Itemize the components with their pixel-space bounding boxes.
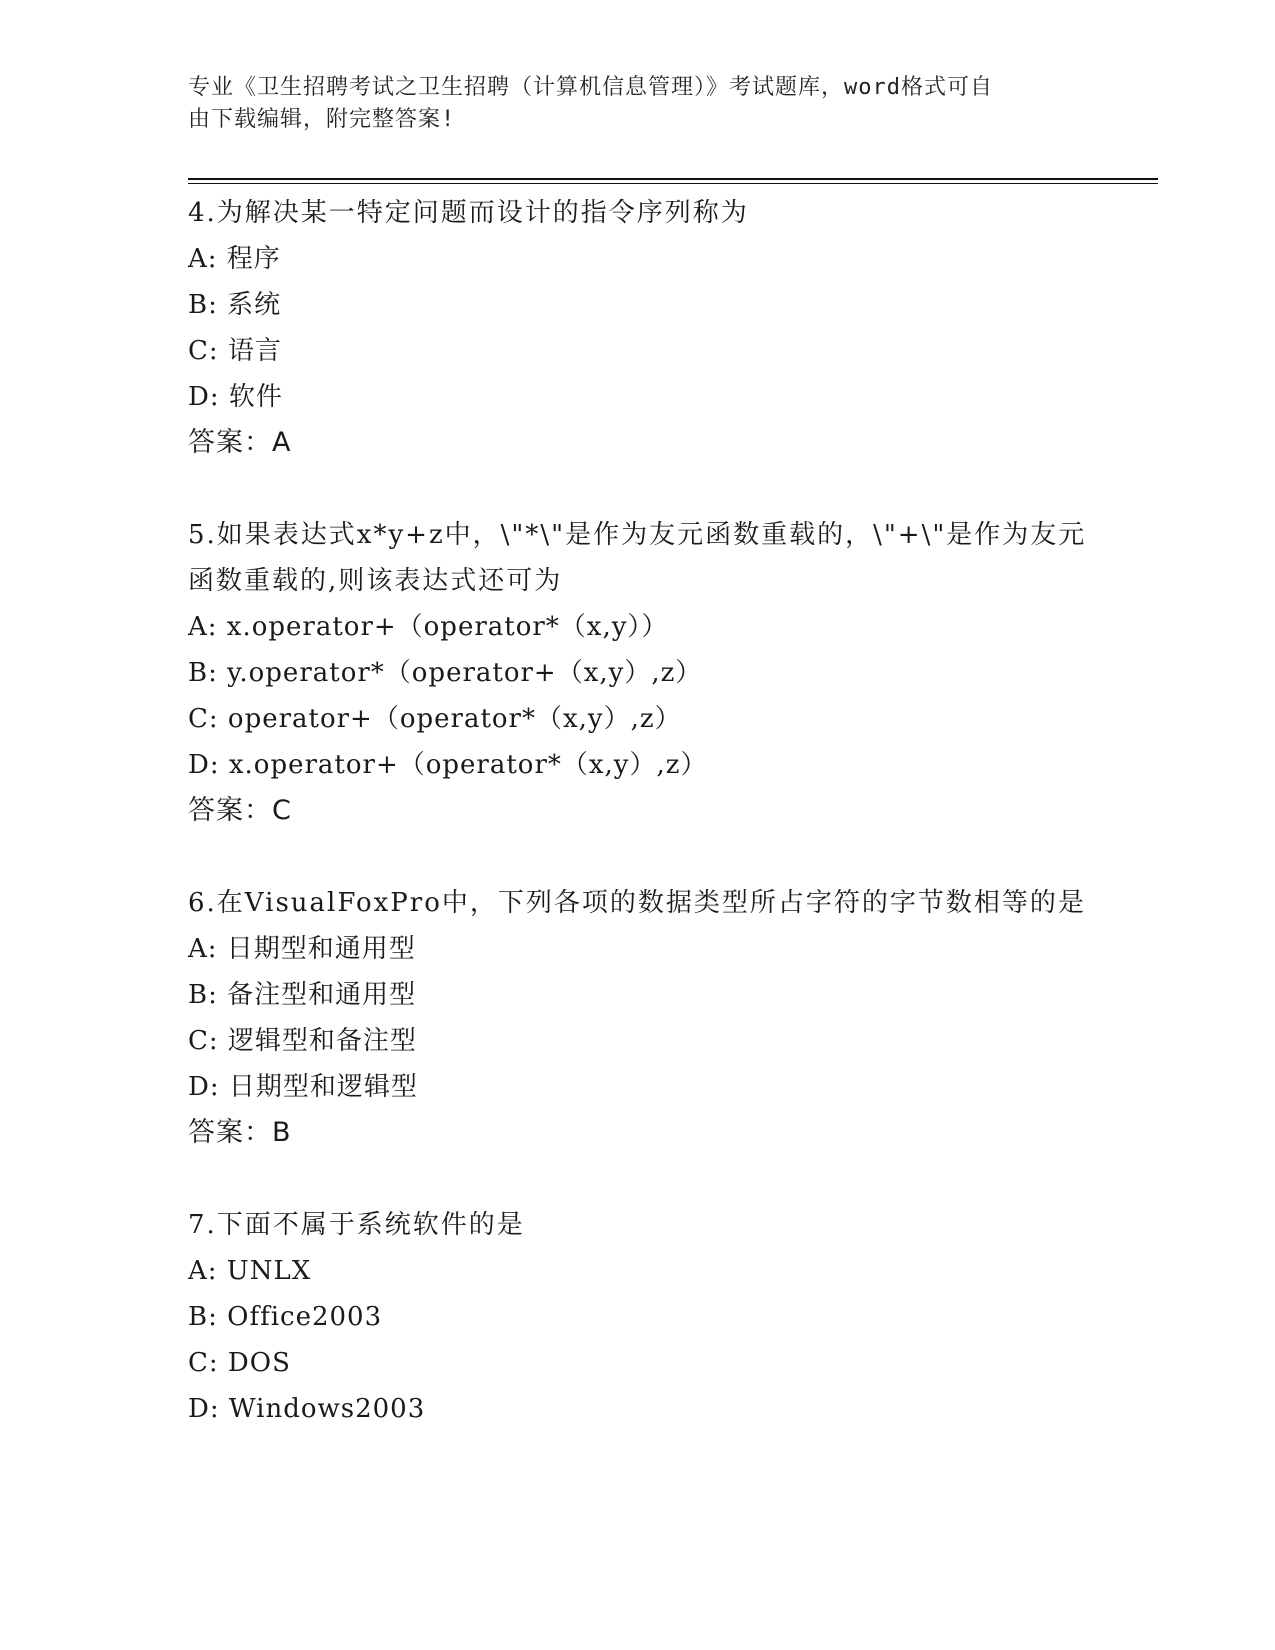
header-rule-thin [188,183,1158,184]
question-stem: 4.为解决某一特定问题而设计的指令序列称为 [188,198,749,228]
question-6 [188,880,1088,1156]
question-stem: 5.如果表达式x*y+z中，\"*\"是作为友元函数重载的，\"+\"是作为友元函数重载的,则该表达式还可为 [188,520,1087,596]
question-list [188,190,1088,1478]
option-b: B: Office2003 [188,1302,383,1332]
option-a: A: 日期型和通用型 [188,934,416,964]
option-d: D: 日期型和逻辑型 [188,1072,418,1102]
question-7 [188,1202,1088,1432]
answer-label: 答案：B [188,1117,292,1148]
option-a: A: x.operator+（operator*（x,y）） [188,612,669,642]
option-a: A: 程序 [188,244,281,274]
document-header [188,72,1068,136]
option-c: C: operator+（operator*（x,y）,z） [188,704,682,734]
question-stem: 7.下面不属于系统软件的是 [188,1210,525,1240]
header-rule-thick [188,178,1158,180]
option-a: A: UNLX [188,1256,312,1286]
option-d: D: 软件 [188,382,283,412]
option-b: B: 系统 [188,290,282,320]
option-b: B: y.operator*（operator+（x,y）,z） [188,658,703,688]
header-line-1: 专业《卫生招聘考试之卫生招聘（计算机信息管理）》考试题库，word格式可自 [188,75,993,100]
option-c: C: 语言 [188,336,282,366]
option-d: D: Windows2003 [188,1394,426,1424]
question-5 [188,512,1088,834]
option-d: D: x.operator+（operator*（x,y）,z） [188,750,708,780]
option-c: C: 逻辑型和备注型 [188,1026,417,1056]
option-b: B: 备注型和通用型 [188,980,417,1010]
option-c: C: DOS [188,1348,291,1378]
question-stem: 6.在VisualFoxPro中，下列各项的数据类型所占字符的字节数相等的是 [188,888,1086,918]
question-4 [188,190,1088,466]
answer-label: 答案：A [188,427,292,458]
answer-label: 答案：C [188,795,292,826]
header-line-2: 由下载编辑，附完整答案! [188,107,456,132]
